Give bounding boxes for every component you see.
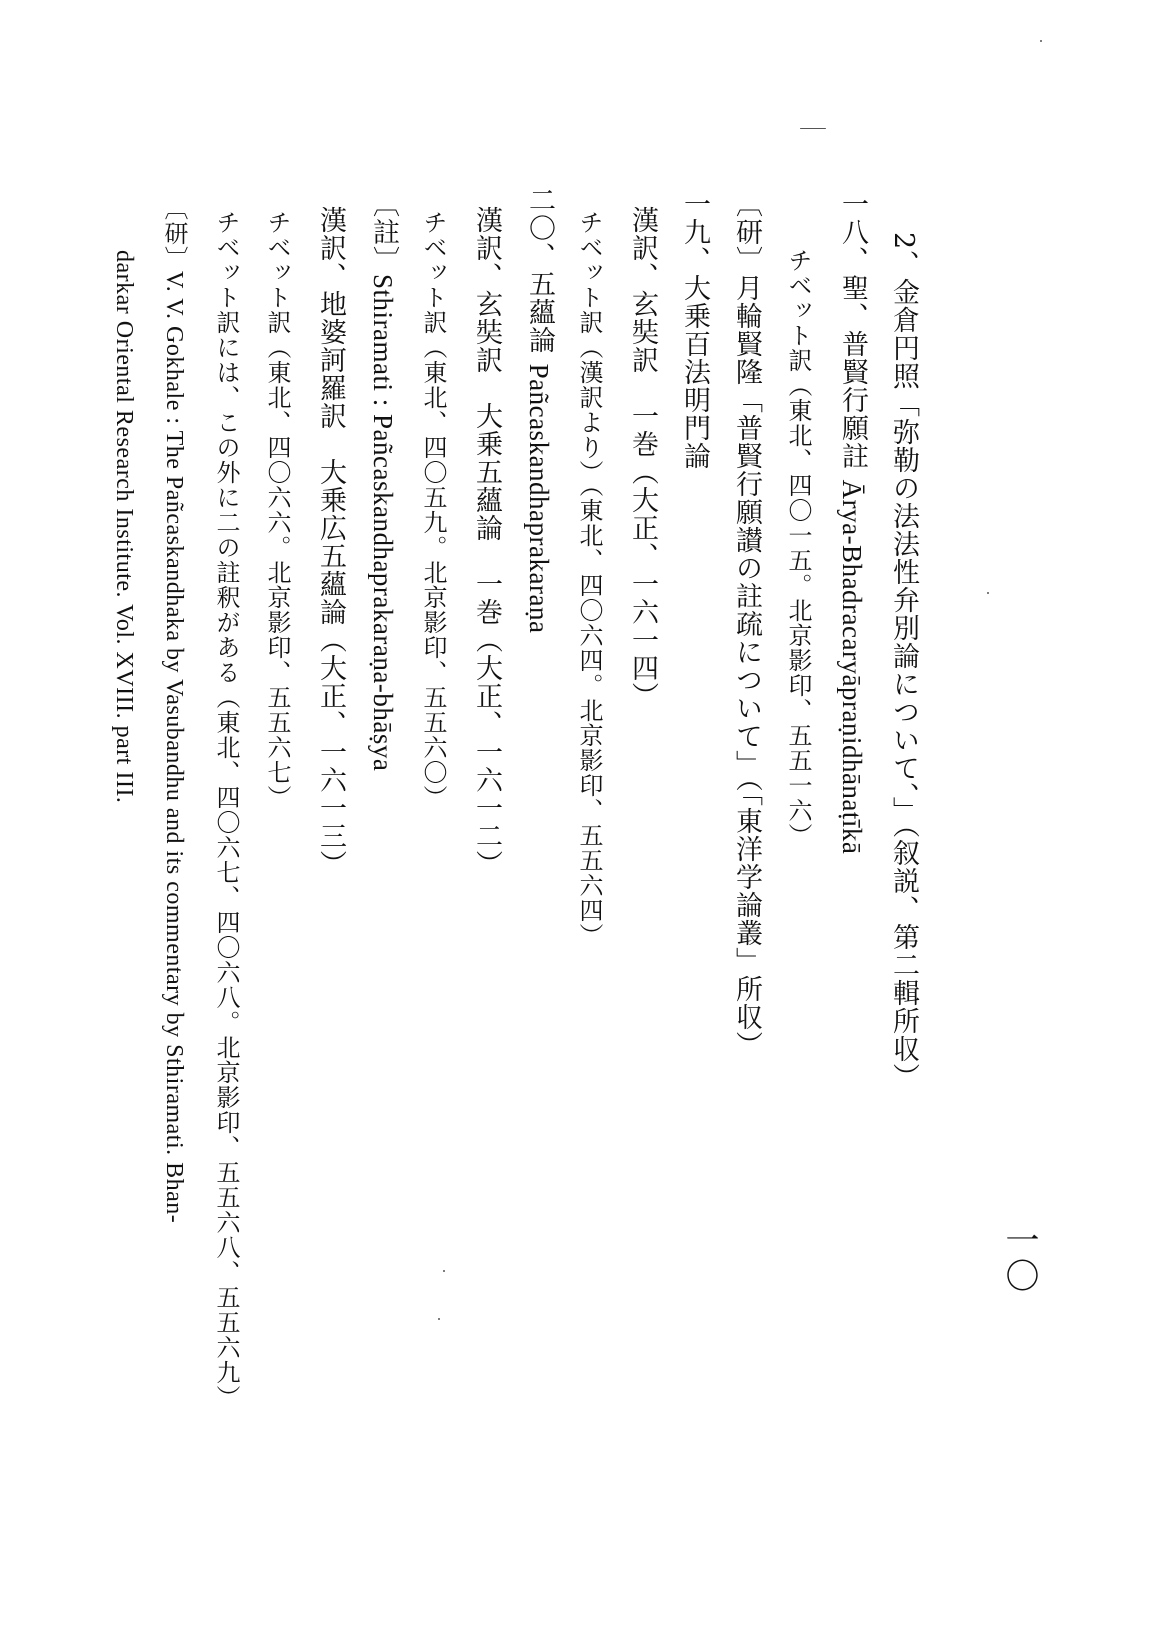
text-line-12 <box>317 206 344 878</box>
text-line-7 <box>577 210 601 948</box>
text-line-8 <box>525 186 553 633</box>
text-line-5 <box>681 190 708 470</box>
line-jp: 2、金倉円照「弥勒の法法性弁別論について、」（叙説、第二輯所収） <box>888 232 919 1092</box>
text-line-13 <box>265 210 289 810</box>
line-latin: Sthiramati : Pañcaskandhaprakaraṇa-bhāṣya <box>368 274 398 772</box>
text-line-15 <box>162 196 186 1223</box>
text-line-3 <box>786 248 810 848</box>
text-line-11 <box>369 190 397 771</box>
line-latin: darkar Oriental Research Institute. Vol. XVIII. part III. <box>111 250 137 804</box>
line-jp: 一九、大乗百法明門論 <box>679 190 710 470</box>
line-jp: 漢訳、地婆訶羅訳 大乗広五蘊論（大正、一六一三） <box>315 206 346 878</box>
line-jp: 漢訳、玄奘訳 一巻（大正、一六一四） <box>627 206 658 710</box>
line-jp: 〔研〕月輪賢隆「普賢行願讃の註疏について」（「東洋学論叢」所収） <box>731 190 762 1059</box>
text-line-4 <box>733 190 760 1059</box>
scan-speck <box>438 1318 440 1320</box>
line-jp: チベット訳には、この外に二の註釈がある（東北、四〇六七、四〇六八。北京影印、五五六八、五五六九） <box>212 210 240 1410</box>
text-line-9 <box>473 206 500 878</box>
text-line-1 <box>890 232 917 1091</box>
scan-speck <box>800 128 826 129</box>
scan-speck <box>987 592 989 594</box>
text-line-16 <box>112 250 136 803</box>
line-jp: チベット訳（漢訳より）（東北、四〇六四。北京影印、五五六四） <box>575 210 603 948</box>
line-latin: V. V. Gokhale : The Pañcaskandhaka by Vasubandhu and its commentary by Sthiramati. Bhan- <box>161 271 187 1224</box>
line-jp: 一八、聖、普賢行願註 <box>837 190 868 480</box>
line-jp: チベット訳（東北、四〇一五。北京影印、五五一六） <box>784 248 812 848</box>
line-latin: Pañcaskandhaprakaraṇa <box>524 363 554 634</box>
scan-speck <box>1040 40 1042 42</box>
scan-speck <box>443 1270 445 1272</box>
line-jp: チベット訳（東北、四〇五九。北京影印、五五六〇） <box>419 210 447 810</box>
text-line-10 <box>421 210 445 810</box>
page-number: 一〇 <box>999 1222 1039 1294</box>
text-line-14 <box>214 210 238 1410</box>
line-jp: 二〇、五蘊論 <box>524 186 555 364</box>
line-jp: チベット訳（東北、四〇六六。北京影印、五五六七） <box>263 210 291 810</box>
text-line-2 <box>838 190 866 854</box>
text-line-6 <box>629 206 656 710</box>
line-latin: Ārya-Bhadracaryāpraṇidhānaṭīkā <box>837 479 867 855</box>
line-jp: 〔註〕 <box>368 190 399 274</box>
line-jp: 〔研〕 <box>160 196 188 271</box>
line-jp: 漢訳、玄奘訳 大乗五蘊論 一巻（大正、一六一二） <box>471 206 502 878</box>
